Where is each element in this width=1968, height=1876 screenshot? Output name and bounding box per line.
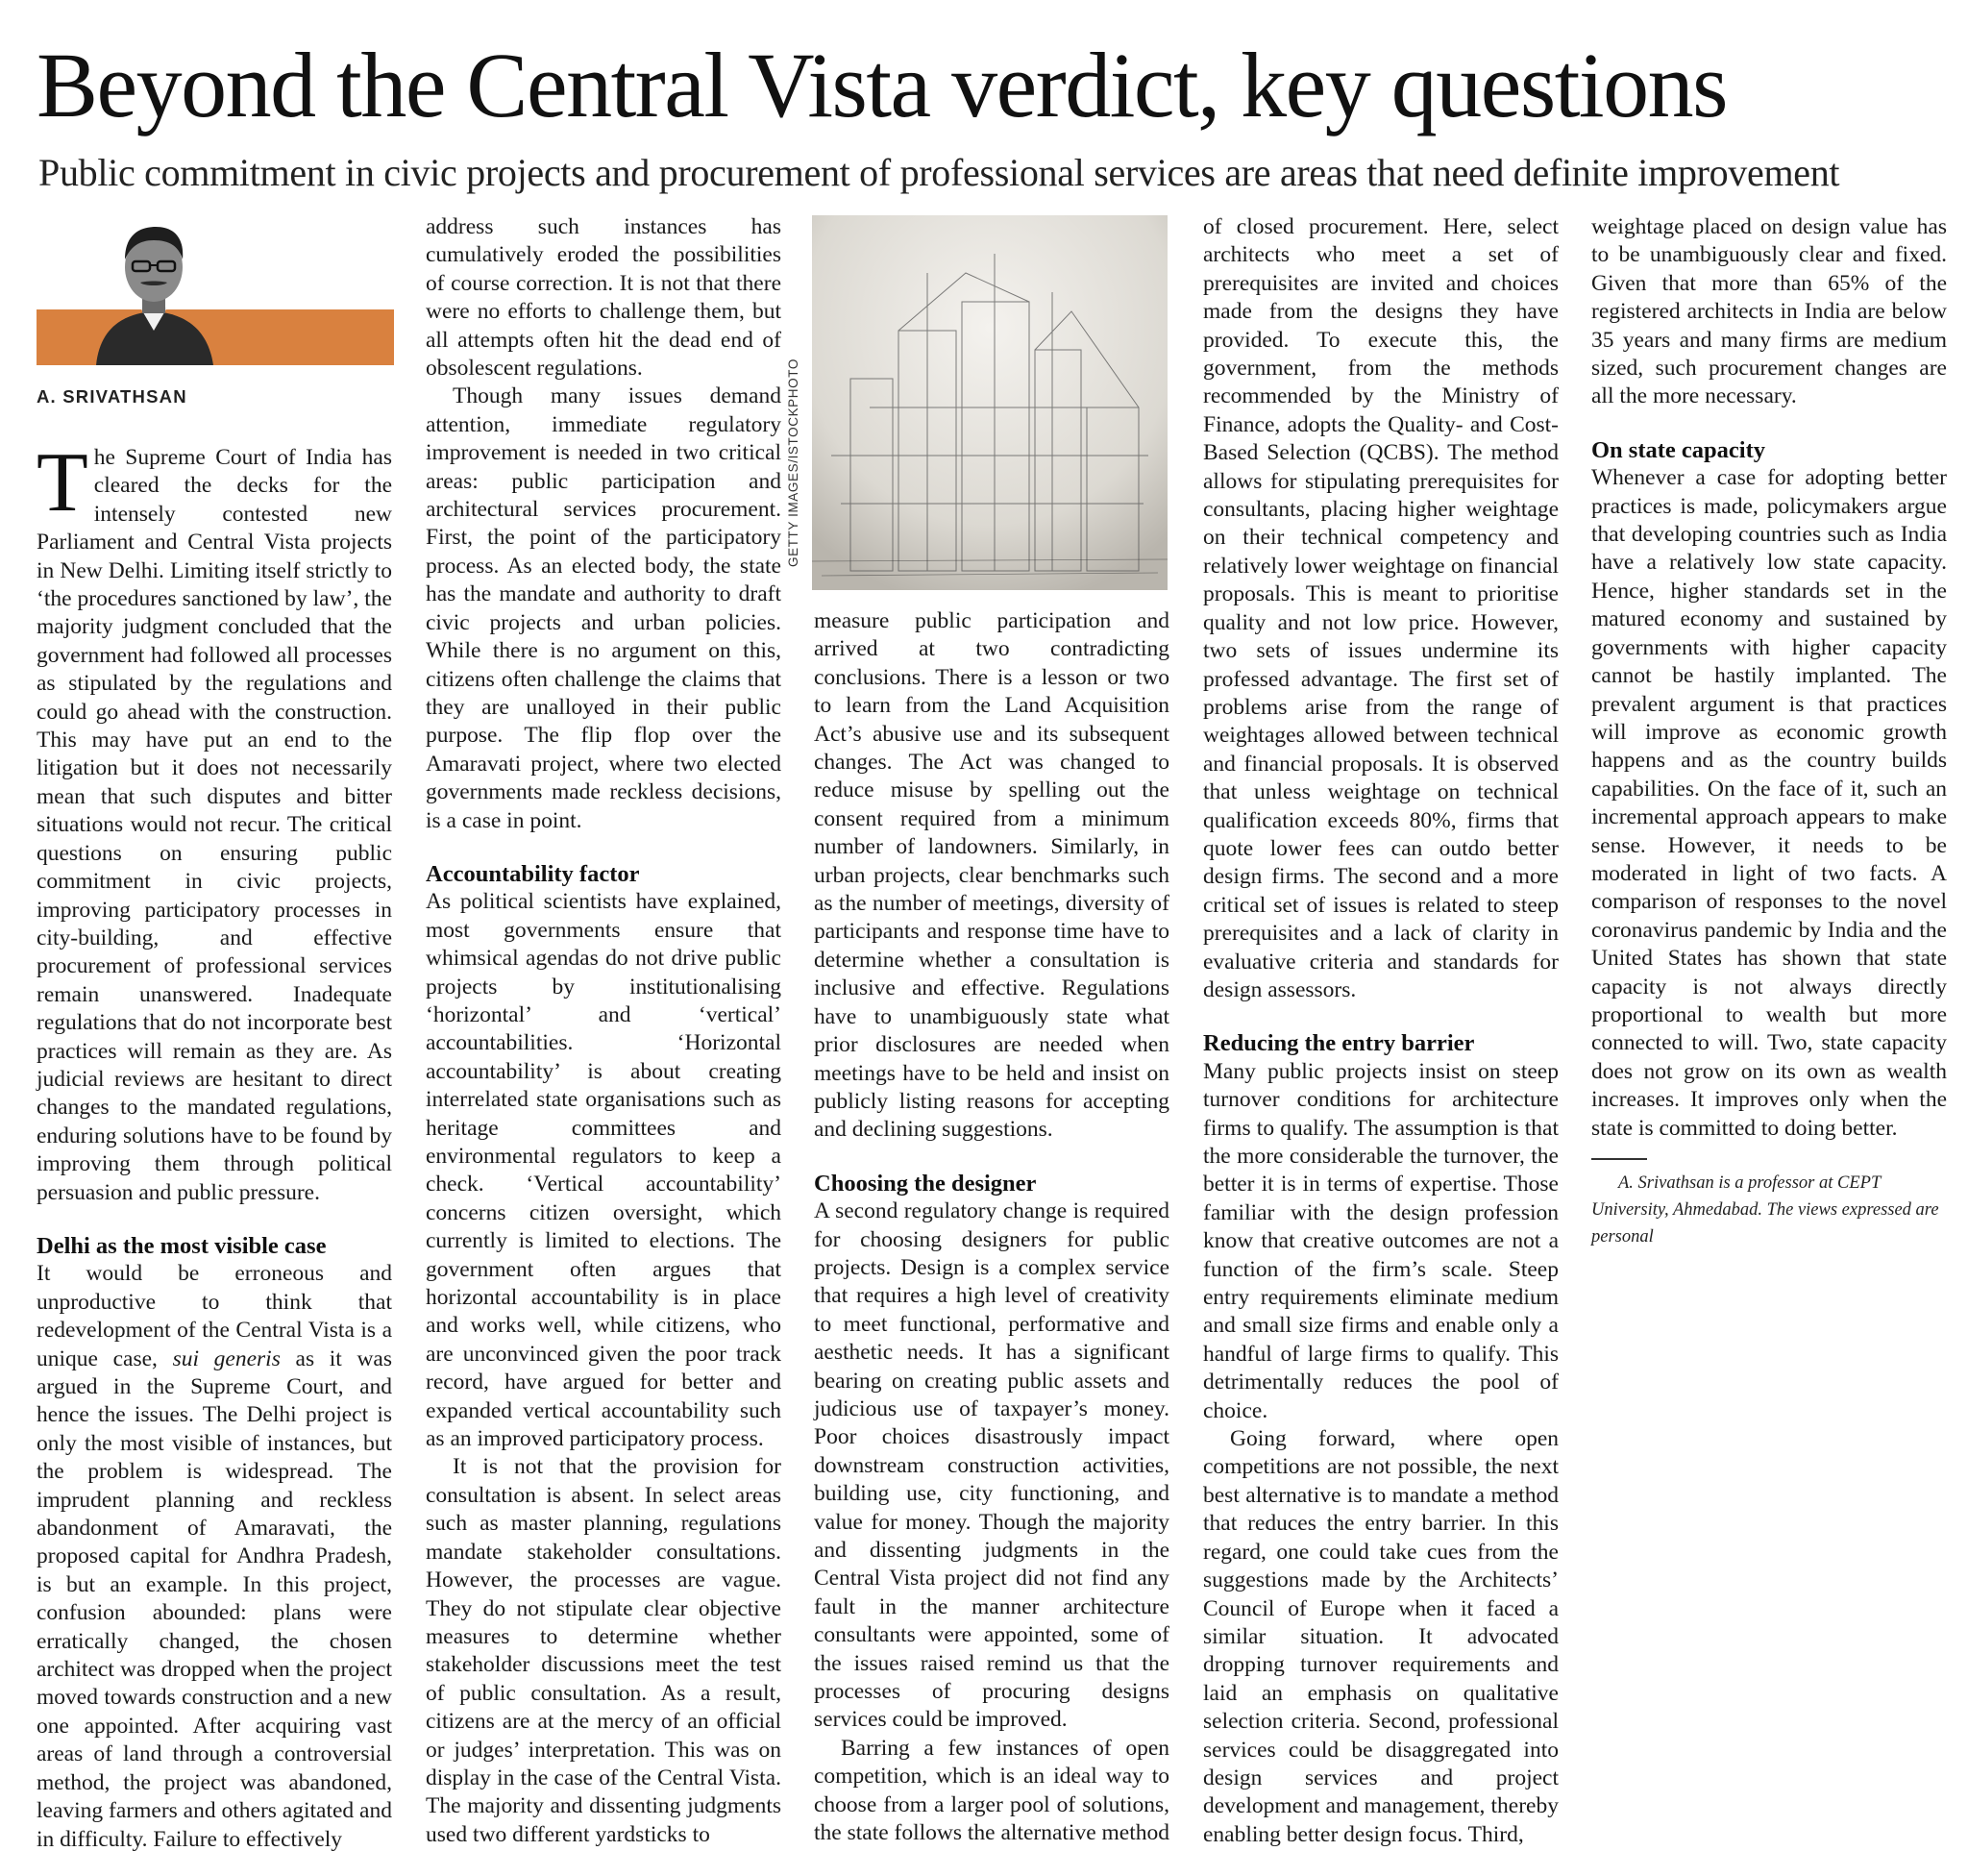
paragraph-delhi-text-b: as it was argued in the Supreme Court, and hence the issues. The Delhi project is only the most visible of instances, but the problem is widespread. The imprudent planning and reckless abandonment of Amaravati, the proposed capital for Andhra Pradesh, is but an example. In this project, confusion abounded: plans were erratically changed, the chosen architect was dropped when the project moved towards construction and a new one appointed. After acquiring vast areas of land through a controversial method, the project was abandoned, leaving farmers and others agitated and in difficulty. Failure to effectively <box>37 1345 393 1852</box>
bio-rule <box>1591 1158 1647 1160</box>
column-4 <box>1203 213 1559 1849</box>
drop-cap: T <box>37 436 88 530</box>
paragraph-consultation: It is not that the provision for consultation is absent. In select areas such as master planning, regulations mandate stakeholder consultations. However, the processes are vague. They do not stipulate clear objective measures to determine whether stakeholder discussions meet the test of public consultation. As a result, citizens are at the mercy of an official or judges’ interpretation. This was on display in the case of the Central Vista. The majority and dissenting judgments used two different yardsticks to <box>426 1454 781 1847</box>
italic-term: sui generis <box>172 1345 281 1371</box>
column-1 <box>37 213 392 1857</box>
subheading-designer: Choosing the designer <box>814 1170 1037 1197</box>
paragraph-delhi-text-a: It would be erroneous and unproductive to think that redevelopment of the Central Vista is a unique case, <box>37 1261 392 1371</box>
article-photo <box>812 215 1168 590</box>
photo-credit-wrap <box>776 358 805 596</box>
lead-paragraph <box>37 436 392 1207</box>
paragraph-delhi <box>37 1260 392 1854</box>
lead-text: he Supreme Court of India has cleared the decks for the intensely contested new Parliament and Central Vista projects in New Delhi. Limiting itself strictly to ‘the procedures sanctioned by law’, the majority judgment concluded that the government had followed all processes as stipulated by the regulations and could go ahead with the construction. This may have put an end to the litigation but it does not necessarily mean that such disputes and bitter situations would not recur. The critical questions on ensuring public commitment in civic projects, improving participatory processes in city-building, and effective procurement of professional services remain unanswered. Inadequate regulations that do not incorporate best practices will remain as they are. As judicial reviews are hesitant to direct changes to the mandated regulations, enduring solutions have to be found by improving them through political persuasion and public pressure. <box>37 445 392 1205</box>
headline: Beyond the Central Vista verdict, key questions <box>37 34 1727 136</box>
paragraph-consultation-continued: measure public participation and arrived at two contradicting conclusions. There is a lesson or two to learn from the Land Acquisition Act’s abusive use and its subsequent changes. The Act was changed to reduce misuse by spelling out the consent required from a minimum number of landowners. Similarly, in urban projects, clear benchmarks such as the number of meetings, diversity of participants and response time have to determine whether a consultation is inclusive and effective. Regulations have to unambiguously state what prior disclosures are needed when meetings have to be held and insist on publicly listing reasons for accepting and declining suggestions. <box>814 608 1169 1143</box>
author-portrait <box>86 213 221 365</box>
author-bio: A. Srivathsan is a professor at CEPT University, Ahmedabad. The views expressed are personal <box>1591 1173 1939 1247</box>
subheadline: Public commitment in civic projects and procurement of professional services are areas that need definite improvement <box>38 151 1840 194</box>
byline <box>37 213 394 444</box>
paragraph-state-capacity: Whenever a case for adopting better practices is made, policymakers argue that developing countries such as India have a relatively low state capacity. Hence, higher standards set in the matured economy and sustained by governments with higher capacity cannot be hastily implanted. The prevalent argument is that practices will improve as economic growth happens and as the country builds capabilities. On the face of it, such an incremental approach appears to make sense. However, it needs to be moderated in light of two facts. A comparison of responses to the novel coronavirus pandemic by India and the United States has shown that state capacity is not always directly proportional to wealth but more connected to will. Two, state capacity does not grow on its own as wealth increases. It improves only when the state is committed to doing better. <box>1591 465 1947 1141</box>
paragraph-accountability: As political scientists have explained, most governments ensure that whimsical agendas do not drive public projects by institutionalising ‘horizontal’ and ‘vertical’ accountabilities. ‘Horizontal accountability’ is about creating interrelated state organisations such as heritage committees and environmental regulators to keep a check. ‘Vertical accountability’ concerns citizen oversight, which currently is limited to elections. The government often argues that horizontal accountability is in place and works well, while citizens, who are unconvinced given the poor track record, have argued for better and expanded vertical accountability such as an improved participatory process. <box>426 889 781 1452</box>
paragraph-procurement-continued: of closed procurement. Here, select architects who meet a set of prerequisites are invited and choices made from the designs they have provided. To execute this, the government, from the methods recommended by the Ministry of Finance, adopts the Quality- and Cost-Based Selection (QCBS). The method allows for stipulating prerequisites for consultants, placing higher weightage on their technical competency and relatively lower weightage on financial proposals. This is meant to prioritise quality and not low price. However, two sets of issues undermine its professed advantage. The first set of problems arise from the range of weightages allowed between technical and financial proposals. It is observed that unless weightage on technical qualification exceeds 80%, firms that quote lower fees can outdo better design firms. The second and a more critical set of issues is related to steep prerequisites and a lack of clarity in evaluative criteria and standards for design assessors. <box>1203 214 1559 1002</box>
paragraph-procurement: Barring a few instances of open competition, which is an ideal way to choose from a larger pool of solutions, the state follows the alternative method <box>814 1735 1170 1846</box>
paragraph-entry-barrier: Many public projects insist on steep turnover conditions for architecture firms to qualify. The assumption is that the more considerable the turnover, the better it is in terms of expertise. Those familiar with the design profession know that creative outcomes are not a function of the firm’s scale. Steep entry requirements eliminate medium and small size firms and enable only a handful of large firms to qualify. This detrimentally reduces the pool of choice. <box>1203 1058 1559 1423</box>
photo-credit: GETTY IMAGES/ISTOCKPHOTO <box>786 358 800 567</box>
column-3 <box>814 607 1169 1847</box>
author-name: A. SRIVATHSAN <box>37 386 187 407</box>
paragraph-participation: Though many issues demand attention, immediate regulatory improvement is needed in two critical areas: public participation and architectural services procurement. First, the point of the participatory process. As an elected body, the state has the mandate and authority to draft civic projects and urban policies. While there is no argument on this, citizens often challenge the claims that they are unalloyed in their public purpose. The flip flop over the Amaravati project, where two elected governments made reckless decisions, is a case in point. <box>426 383 781 833</box>
subheading-delhi: Delhi as the most visible case <box>37 1232 327 1259</box>
column-2 <box>426 213 781 1849</box>
column-5 <box>1591 213 1947 1250</box>
paragraph-going-forward-continued: weightage placed on design value has to be unambiguously clear and fixed. Given that more than 65% of the registered architects in India are below 35 years and many firms are medium sized, such procurement changes are all the more necessary. <box>1591 214 1947 409</box>
subheading-accountability: Accountability factor <box>426 860 640 887</box>
paragraph-designer: A second regulatory change is required for choosing designers for public projects. Design is a complex service that requires a high level of creativity to meet functional, performative and aesthetic needs. It has a significant bearing on creating public assets and judicious use of taxpayer’s money. Poor choices disastrously impact downstream construction activities, building use, city functioning, and value for money. Though the majority and dissenting judgments in the Central Vista project did not find any fault in the manner architecture consultants were appointed, some of the issues raised remind us that the processes of procuring designs services could be improved. <box>814 1198 1169 1733</box>
paragraph-delhi-continued: address such instances has cumulatively eroded the possibilities of course correction. It is not that there were no efforts to challenge them, but all attempts often hit the dead end of obsolescent regulations. <box>426 214 781 382</box>
subheading-state-capacity: On state capacity <box>1591 436 1765 463</box>
paragraph-going-forward: Going forward, where open competitions are not possible, the next best alternative is to mandate a method that reduces the entry barrier. In this regard, one could take cues from the suggestions made by the Architects’ Council of Europe when it faced a similar situation. It advocated dropping turnover requirements and laid an emphasis on qualitative selection criteria. Second, professional services could be disaggregated into design services and project development and management, thereby enabling better design focus. Third, <box>1203 1426 1559 1847</box>
subheading-entry-barrier: Reducing the entry barrier <box>1203 1030 1475 1057</box>
